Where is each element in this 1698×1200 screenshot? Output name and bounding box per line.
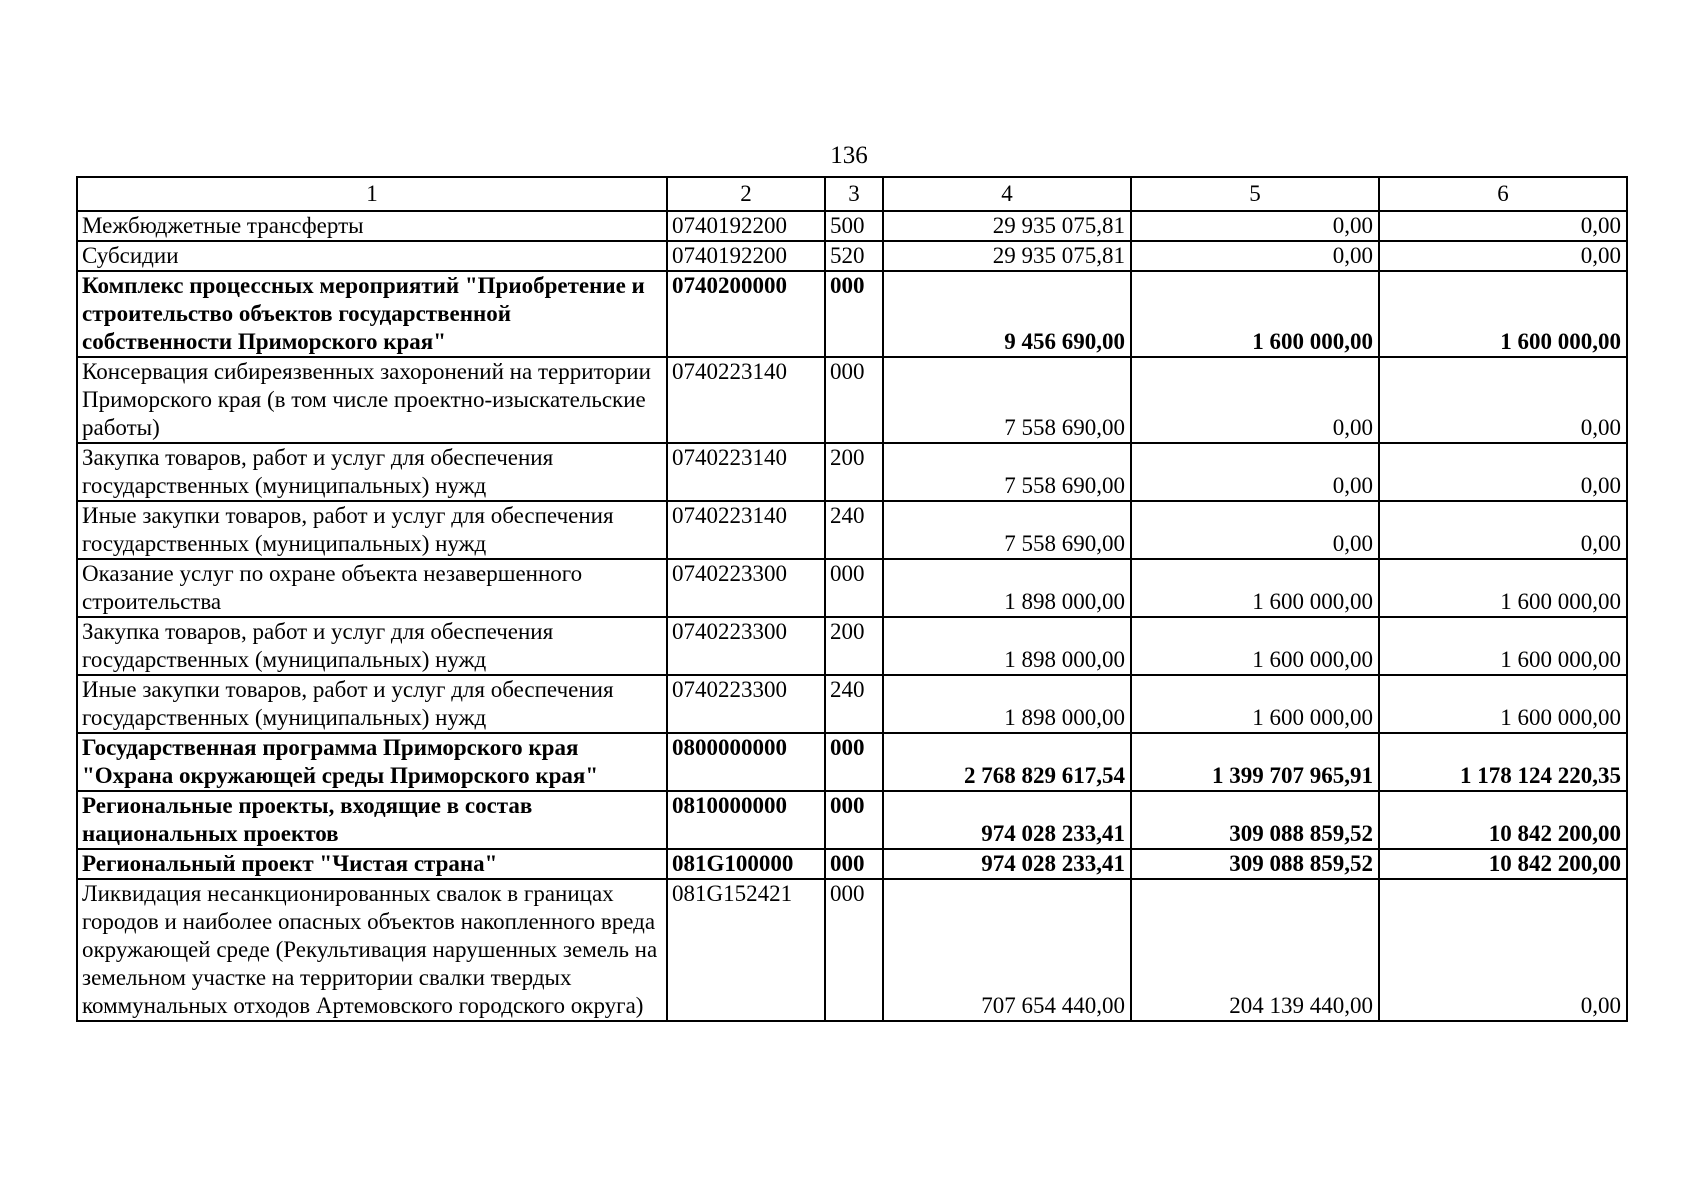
amount-col6-cell: 1 600 000,00: [1379, 271, 1627, 357]
target-code-cell: 081G100000: [667, 849, 825, 879]
amount-col6-cell: 1 600 000,00: [1379, 559, 1627, 617]
column-header: 4: [883, 177, 1131, 211]
target-code-cell: 0740223140: [667, 501, 825, 559]
target-code-cell: 0740223300: [667, 617, 825, 675]
expense-type-cell: 240: [825, 675, 883, 733]
table-row: [77, 357, 1627, 443]
table-row: [77, 617, 1627, 675]
amount-col5-cell: 1 600 000,00: [1131, 271, 1379, 357]
table-row: [77, 241, 1627, 271]
amount-col5-cell: 1 600 000,00: [1131, 559, 1379, 617]
expense-type-cell: 000: [825, 357, 883, 443]
amount-col5-cell: 204 139 440,00: [1131, 879, 1379, 1021]
target-code-cell: 081G152421: [667, 879, 825, 1021]
expense-type-cell: 000: [825, 559, 883, 617]
table-row: [77, 211, 1627, 241]
row-name-cell: Закупка товаров, работ и услуг для обеспечения государственных (муниципальных) нужд: [77, 443, 667, 501]
amount-col6-cell: 10 842 200,00: [1379, 791, 1627, 849]
row-name-cell: Государственная программа Приморского края "Охрана окружающей среды Приморского края": [77, 733, 667, 791]
amount-col5-cell: 0,00: [1131, 211, 1379, 241]
amount-col6-cell: 10 842 200,00: [1379, 849, 1627, 879]
amount-col4-cell: 7 558 690,00: [883, 501, 1131, 559]
amount-col5-cell: 1 399 707 965,91: [1131, 733, 1379, 791]
target-code-cell: 0740223300: [667, 559, 825, 617]
row-name-cell: Иные закупки товаров, работ и услуг для обеспечения государственных (муниципальных) нужд: [77, 675, 667, 733]
expense-type-cell: 000: [825, 733, 883, 791]
amount-col4-cell: 1 898 000,00: [883, 617, 1131, 675]
target-code-cell: 0740223140: [667, 443, 825, 501]
row-name-cell: Оказание услуг по охране объекта незавершенного строительства: [77, 559, 667, 617]
expense-type-cell: 500: [825, 211, 883, 241]
target-code-cell: 0810000000: [667, 791, 825, 849]
table-row: [77, 733, 1627, 791]
table-row: [77, 879, 1627, 1021]
table-row: [77, 271, 1627, 357]
column-header: 6: [1379, 177, 1627, 211]
amount-col4-cell: 974 028 233,41: [883, 791, 1131, 849]
table-row: [77, 791, 1627, 849]
table-row: [77, 501, 1627, 559]
amount-col6-cell: 0,00: [1379, 501, 1627, 559]
table-row: [77, 675, 1627, 733]
row-name-cell: Ликвидация несанкционированных свалок в границах городов и наиболее опасных объектов накопленного вреда окружающей среде (Рекультивация нарушенных земель на земельном участке на территории свалки твердых коммунальных отходов Артемовского городского округа): [77, 879, 667, 1021]
table-row: [77, 559, 1627, 617]
amount-col6-cell: 0,00: [1379, 211, 1627, 241]
amount-col4-cell: 2 768 829 617,54: [883, 733, 1131, 791]
amount-col4-cell: 7 558 690,00: [883, 357, 1131, 443]
amount-col6-cell: 1 600 000,00: [1379, 675, 1627, 733]
target-code-cell: 0740192200: [667, 241, 825, 271]
amount-col4-cell: 1 898 000,00: [883, 559, 1131, 617]
amount-col5-cell: 309 088 859,52: [1131, 791, 1379, 849]
amount-col4-cell: 974 028 233,41: [883, 849, 1131, 879]
row-name-cell: Межбюджетные трансферты: [77, 211, 667, 241]
amount-col4-cell: 29 935 075,81: [883, 211, 1131, 241]
target-code-cell: 0740223300: [667, 675, 825, 733]
expense-type-cell: 520: [825, 241, 883, 271]
amount-col6-cell: 1 600 000,00: [1379, 617, 1627, 675]
table-row: [77, 849, 1627, 879]
target-code-cell: 0800000000: [667, 733, 825, 791]
page-number: 136: [830, 142, 868, 169]
expense-type-cell: 000: [825, 791, 883, 849]
table-row: [77, 443, 1627, 501]
expense-type-cell: 000: [825, 849, 883, 879]
row-name-cell: Закупка товаров, работ и услуг для обеспечения государственных (муниципальных) нужд: [77, 617, 667, 675]
amount-col6-cell: 1 178 124 220,35: [1379, 733, 1627, 791]
target-code-cell: 0740192200: [667, 211, 825, 241]
amount-col6-cell: 0,00: [1379, 357, 1627, 443]
amount-col5-cell: 1 600 000,00: [1131, 617, 1379, 675]
expense-type-cell: 200: [825, 443, 883, 501]
amount-col5-cell: 0,00: [1131, 501, 1379, 559]
target-code-cell: 0740200000: [667, 271, 825, 357]
column-header: 3: [825, 177, 883, 211]
amount-col6-cell: 0,00: [1379, 241, 1627, 271]
column-header: 5: [1131, 177, 1379, 211]
amount-col6-cell: 0,00: [1379, 879, 1627, 1021]
row-name-cell: Региональные проекты, входящие в состав национальных проектов: [77, 791, 667, 849]
amount-col5-cell: 0,00: [1131, 357, 1379, 443]
amount-col5-cell: 0,00: [1131, 443, 1379, 501]
table-header-row: [77, 177, 1627, 211]
amount-col4-cell: 29 935 075,81: [883, 241, 1131, 271]
column-header: 1: [77, 177, 667, 211]
amount-col4-cell: 9 456 690,00: [883, 271, 1131, 357]
amount-col5-cell: 309 088 859,52: [1131, 849, 1379, 879]
expense-type-cell: 000: [825, 879, 883, 1021]
amount-col5-cell: 0,00: [1131, 241, 1379, 271]
amount-col4-cell: 1 898 000,00: [883, 675, 1131, 733]
amount-col6-cell: 0,00: [1379, 443, 1627, 501]
expense-type-cell: 000: [825, 271, 883, 357]
budget-table: [76, 176, 1628, 1022]
expense-type-cell: 200: [825, 617, 883, 675]
row-name-cell: Субсидии: [77, 241, 667, 271]
row-name-cell: Иные закупки товаров, работ и услуг для обеспечения государственных (муниципальных) нужд: [77, 501, 667, 559]
row-name-cell: Региональный проект "Чистая страна": [77, 849, 667, 879]
amount-col5-cell: 1 600 000,00: [1131, 675, 1379, 733]
expense-type-cell: 240: [825, 501, 883, 559]
amount-col4-cell: 7 558 690,00: [883, 443, 1131, 501]
target-code-cell: 0740223140: [667, 357, 825, 443]
row-name-cell: Комплекс процессных мероприятий "Приобретение и строительство объектов государственной собственности Приморского края": [77, 271, 667, 357]
column-header: 2: [667, 177, 825, 211]
amount-col4-cell: 707 654 440,00: [883, 879, 1131, 1021]
row-name-cell: Консервация сибиреязвенных захоронений на территории Приморского края (в том числе проектно-изыскательские работы): [77, 357, 667, 443]
